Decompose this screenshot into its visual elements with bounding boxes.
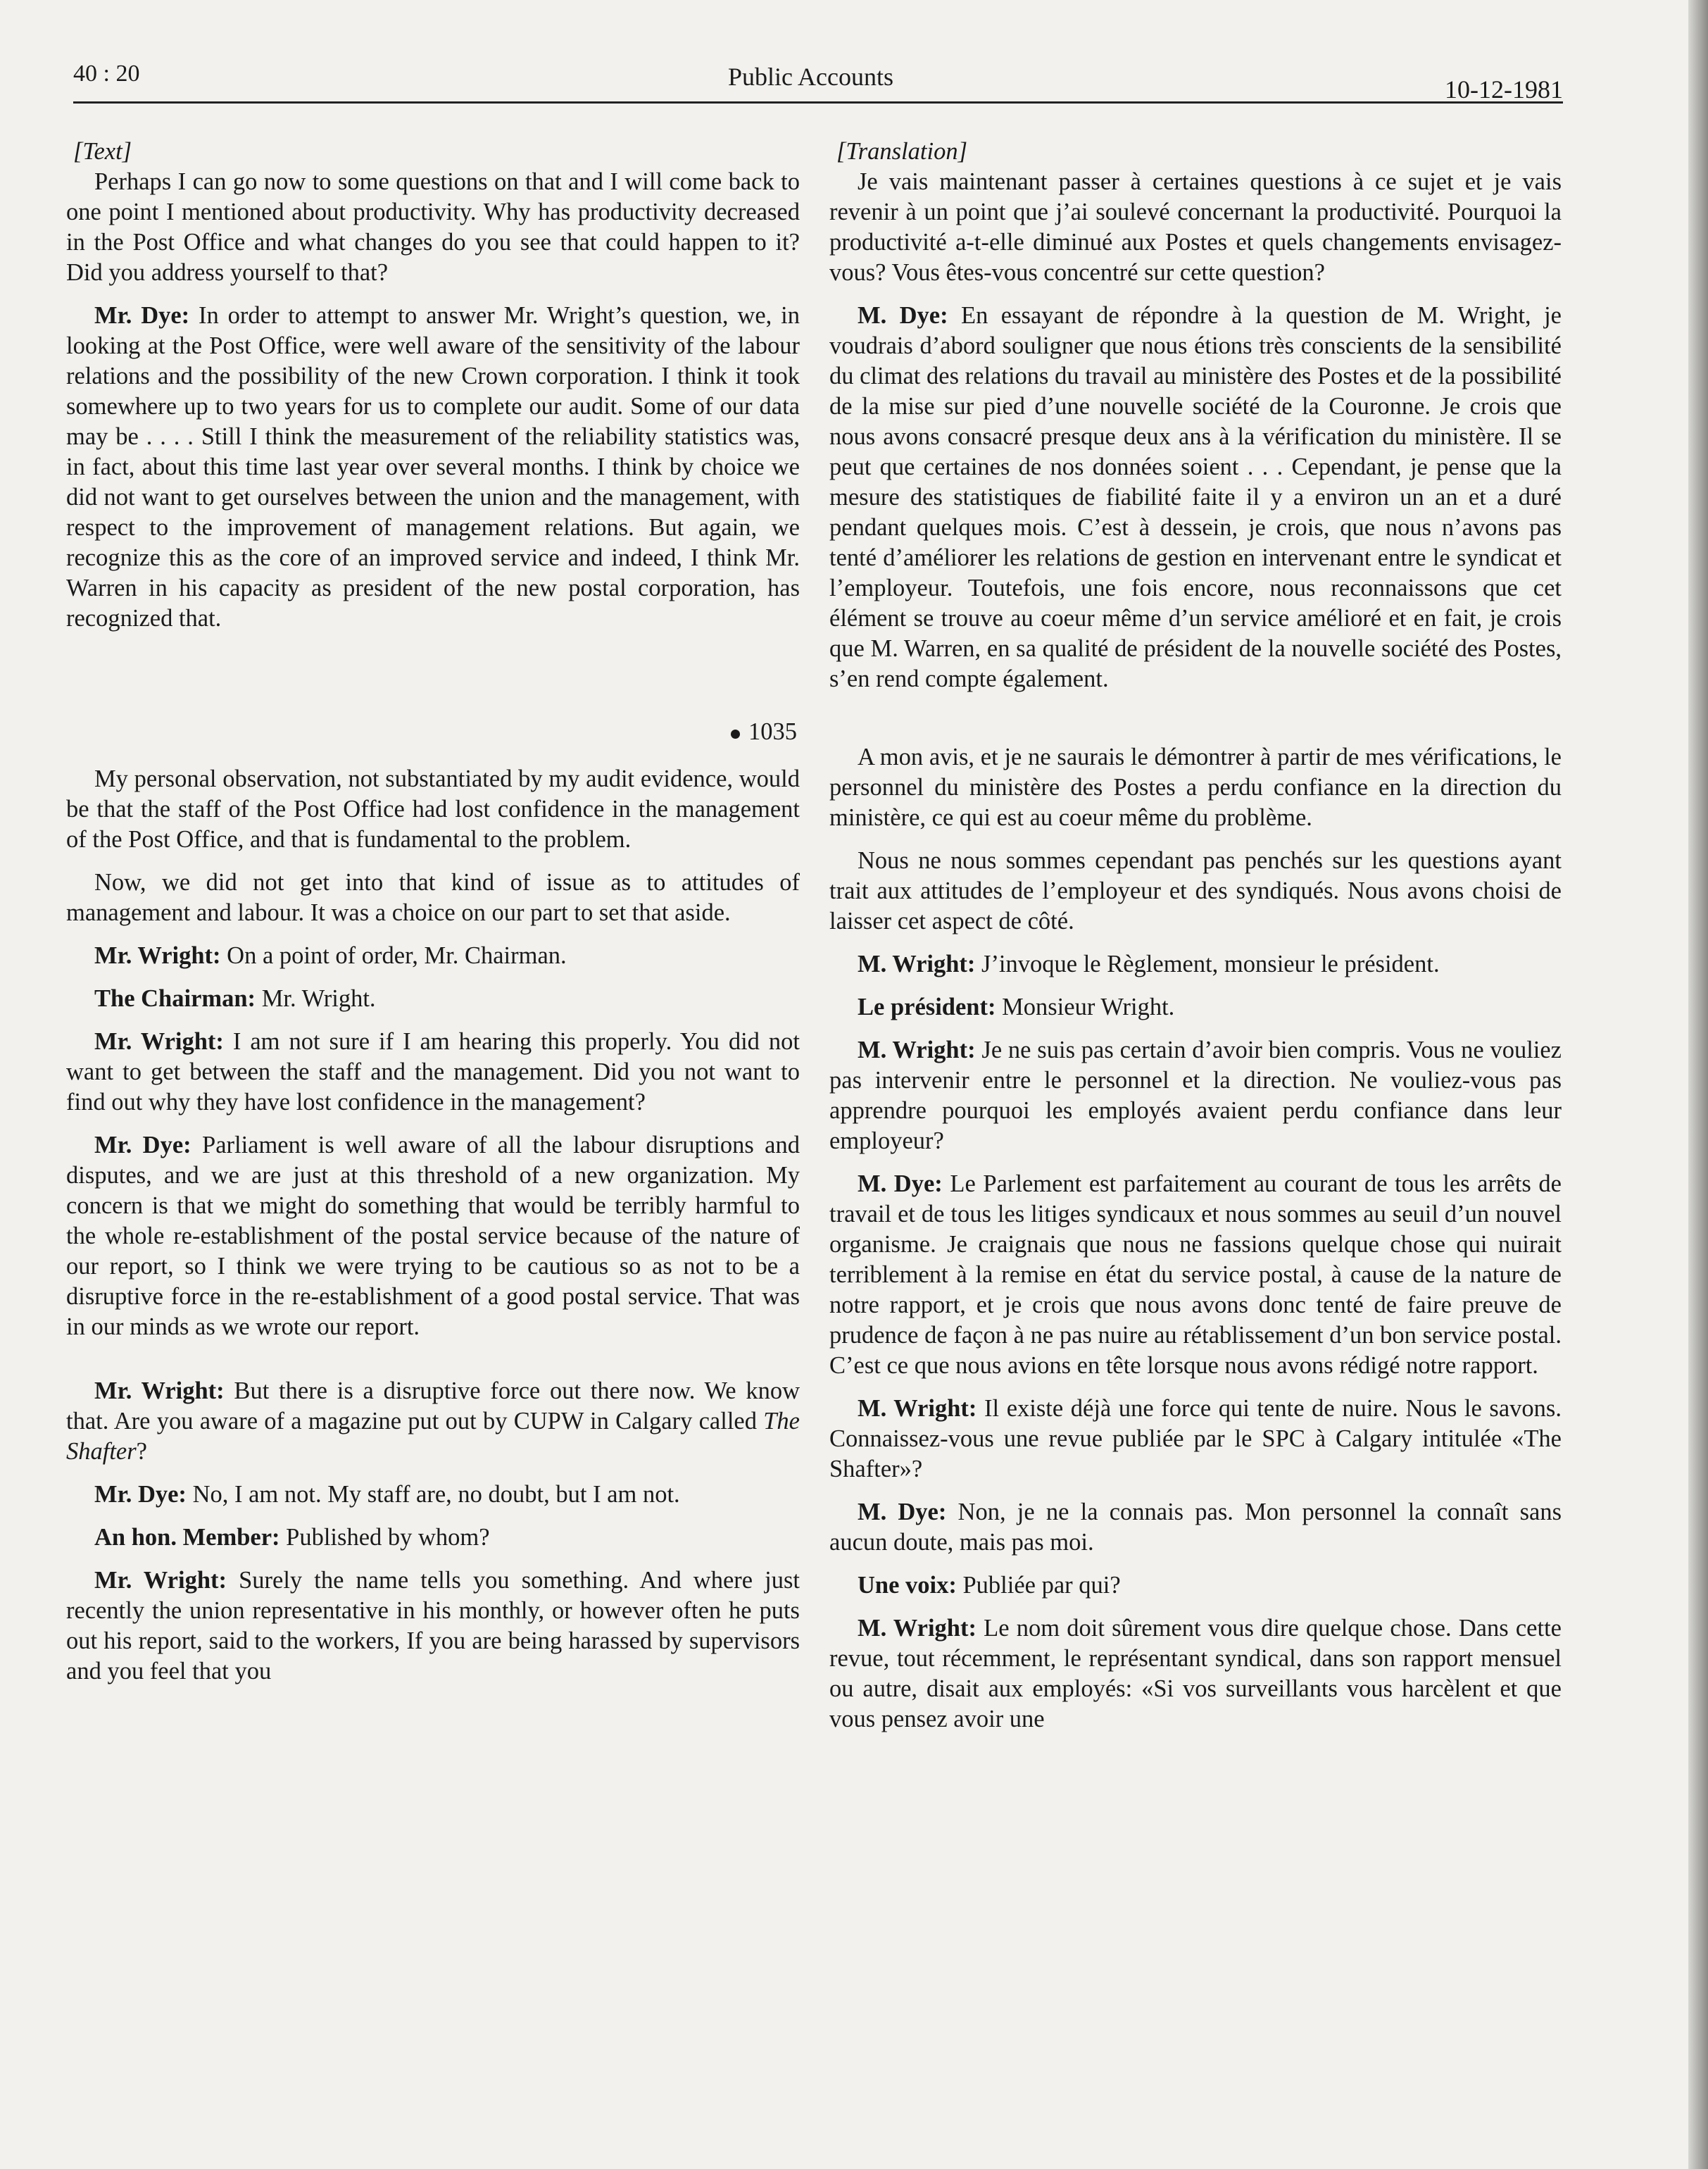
speech-text: Le Parlement est parfaitement au courant de tous les arrêts de travail et de tous les litiges syndicaux et nous sommes au seuil d’un nouvel organisme. Je craignais que nous ne fassions quelque chose qui nuirait terriblement à la remise en état du service postal, à cause de la nature de notre rapport, et je crois que nous avons donc tenté de faire preuve de prudence de façon à ne pas nuire au rétablissement d’un bon service postal. C’est ce que nous avions en tête lorsque nous avons rédigé notre rapport. bbox=[829, 1170, 1562, 1379]
translation-label: [Translation] bbox=[836, 138, 967, 165]
speech-text: In order to attempt to answer Mr. Wright’s question, we, in looking at the Post Office, were well aware of the sensitivity of the labour relations and the possibility of the new Crown corporation. I think it took somewhere up to two years for us to complete our audit. Some of our data may be . . . . Still I think the measurement of the reliability statistics was, in fact, about this time last year over several months. I think by choice we did not want to get ourselves between the union and the management, with respect to the improvement of management relations. But again, we recognize this as the core of an improved service and indeed, I think Mr. Warren in his capacity as president of the new postal corporation, has recognized that. bbox=[66, 302, 800, 632]
speaker-name: M. Dye: bbox=[858, 302, 948, 329]
speech-text: Publiée par qui? bbox=[956, 1572, 1121, 1599]
speaker-name: Mr. Dye: bbox=[94, 302, 190, 329]
page-number: 40 : 20 bbox=[73, 61, 140, 87]
speech-text: I am not sure if I am hearing this properly. You did not want to get between the staff and the management. Did you not want to find out why they have lost confidence in the management? bbox=[66, 1028, 800, 1115]
speaker-name: M. Dye: bbox=[858, 1170, 943, 1197]
paragraph bbox=[829, 1497, 1562, 1558]
spacer bbox=[66, 1355, 800, 1376]
french-column bbox=[829, 137, 1562, 1747]
paragraph: Now, we did not get into that kind of issue as to attitudes of management and labour. It was a choice on our part to set that aside. bbox=[66, 869, 800, 926]
header-rule bbox=[73, 101, 1563, 104]
header-date: 10-12-1981 bbox=[1445, 75, 1563, 104]
paragraph bbox=[66, 1376, 800, 1467]
paragraph bbox=[829, 301, 1562, 694]
page-header bbox=[73, 61, 1563, 110]
paragraph bbox=[66, 984, 800, 1014]
speech-text: Il existe déjà une force qui tente de nuire. Nous le savons. Connaissez-vous une revue publiée par le SPC à Calgary intitulée «The Shafter»? bbox=[829, 1395, 1562, 1482]
speech-text: Non, je ne la connais pas. Mon personnel la connaît sans aucun doute, mais pas moi. bbox=[829, 1499, 1562, 1556]
speaker-name: The Chairman: bbox=[94, 985, 256, 1012]
speaker-name: M. Wright: bbox=[858, 1395, 977, 1422]
paragraph: A mon avis, et je ne saurais le démontrer à partir de mes vérifications, le personnel du ministère des Postes a perdu confiance en la direction du ministère, ce qui est au coeur même du problème. bbox=[829, 744, 1562, 831]
paragraph: Perhaps I can go now to some questions on that and I will come back to one point I mentioned about productivity. Why has productivity decreased in the Post Office and what changes do you see that could happen to it? Did you address yourself to that? bbox=[66, 168, 800, 286]
magazine-title: The Shafter bbox=[66, 1408, 800, 1465]
time-marker bbox=[66, 717, 800, 747]
speech-text: Parliament is well aware of all the labour disruptions and disputes, and we are just at this threshold of a new organization. My concern is that we might do something that would be terribly harmful to the whole re-establishment of the postal service because of the nature of our report, so I think we were trying to be cautious so as not to be a disruptive force in the re-establishment of a good postal service. That was in our minds as we wrote our report. bbox=[66, 1132, 800, 1340]
speaker-name: Le président: bbox=[858, 994, 996, 1020]
speech-text: Surely the name tells you something. And where just recently the union representative in his monthly, or however often he puts out his report, said to the workers, If you are being harassed by supervisors and you feel that you bbox=[66, 1567, 800, 1684]
speech-text: Je ne suis pas certain d’avoir bien compris. Vous ne vouliez pas intervenir entre le personnel et la direction. Ne vouliez-vous pas apprendre pourquoi les employés avaient perdu confiance dans leur employeur? bbox=[829, 1037, 1562, 1154]
paragraph bbox=[829, 1394, 1562, 1484]
speaker-name: Mr. Dye: bbox=[94, 1132, 191, 1158]
english-column bbox=[66, 137, 800, 1699]
speech-text: Monsieur Wright. bbox=[996, 994, 1175, 1020]
spacer bbox=[829, 707, 1562, 742]
paragraph bbox=[829, 992, 1562, 1023]
time-marker-text: 1035 bbox=[748, 718, 797, 745]
paragraph: My personal observation, not substantiated by my audit evidence, would be that the staff of the Post Office had lost confidence in the management of the Post Office, and that is fundamental to the problem. bbox=[66, 765, 800, 853]
paragraph bbox=[66, 941, 800, 971]
committee-title: Public Accounts bbox=[728, 63, 893, 91]
speech-text: ? bbox=[136, 1438, 147, 1465]
paragraph bbox=[829, 1169, 1562, 1381]
page-edge-shadow bbox=[1688, 0, 1708, 2169]
text-label: [Text] bbox=[73, 138, 132, 165]
paragraph bbox=[66, 1130, 800, 1342]
speaker-name: M. Dye: bbox=[858, 1499, 947, 1525]
speech-text: J’invoque le Règlement, monsieur le président. bbox=[975, 951, 1440, 977]
speaker-name: Mr. Wright: bbox=[94, 1377, 225, 1404]
paragraph bbox=[66, 301, 800, 634]
speaker-name: Mr. Wright: bbox=[94, 942, 221, 969]
speech-text: But there is a disruptive force out there now. We know that. Are you aware of a magazine put out by CUPW in Calgary called bbox=[66, 1377, 800, 1434]
paragraph bbox=[66, 1565, 800, 1687]
paragraph bbox=[66, 1027, 800, 1118]
speech-text: En essayant de répondre à la question de M. Wright, je voudrais d’abord souligner que nous étions très conscients de la sensibilité du climat des relations du travail au ministère des Postes et de la possibilité de la mise sur pied d’une nouvelle société de la Couronne. Je crois que nous avons consacré presque deux ans à la vérification du ministère. Il se peut que certaines de nos données soient . . . Cependant, je pense que la mesure des statistiques de fiabilité faite il y a environ un an et a duré pendant quelques mois. C’est à dessein, je crois, que nous n’avons pas tenté d’améliorer les relations de gestion en intervenant entre le syndicat et l’employeur. Toutefois, une fois encore, nous reconnaissons que cet élément se trouve au coeur même d’un service amélioré et en fait, je crois que M. Warren, en sa qualité de président de la nouvelle société des Postes, s’en rend compte également. bbox=[829, 302, 1562, 692]
paragraph bbox=[66, 1523, 800, 1553]
speech-text: On a point of order, Mr. Chairman. bbox=[220, 942, 567, 969]
paragraph: Nous ne nous sommes cependant pas penchés sur les questions ayant trait aux attitudes de l’employeur et des syndiqués. Nous avons choisi de laisser cet aspect de côté. bbox=[829, 847, 1562, 935]
paragraph bbox=[829, 1613, 1562, 1734]
speech-text: Published by whom? bbox=[280, 1524, 490, 1551]
bullet-icon bbox=[731, 730, 740, 739]
paragraph bbox=[829, 1035, 1562, 1156]
speaker-name: M. Wright: bbox=[858, 951, 976, 977]
paragraph: Je vais maintenant passer à certaines questions à ce sujet et je vais revenir à un point que j’ai soulevé concernant la productivité. Pourquoi la productivité a-t-elle diminué aux Postes et quels changements envisagez-vous? Vous êtes-vous concentré sur cette question? bbox=[829, 168, 1562, 286]
paragraph bbox=[66, 1480, 800, 1510]
speaker-name: Mr. Wright: bbox=[94, 1028, 224, 1055]
speaker-name: Mr. Wright: bbox=[94, 1567, 227, 1594]
paragraph bbox=[829, 949, 1562, 980]
speaker-name: Mr. Dye: bbox=[94, 1481, 187, 1508]
speech-text: Mr. Wright. bbox=[256, 985, 376, 1012]
speech-text: Le nom doit sûrement vous dire quelque chose. Dans cette revue, tout récemment, le représentant syndical, dans son rapport mensuel ou autre, disait aux employés: «Si vos surveillants vous harcèlent et que vous pensez avoir une bbox=[829, 1615, 1562, 1732]
speaker-name: M. Wright: bbox=[858, 1615, 977, 1642]
speaker-name: M. Wright: bbox=[858, 1037, 976, 1063]
speaker-name: Une voix: bbox=[858, 1572, 957, 1599]
paragraph bbox=[829, 1570, 1562, 1601]
speaker-name: An hon. Member: bbox=[94, 1524, 280, 1551]
speech-text: No, I am not. My staff are, no doubt, but I am not. bbox=[186, 1481, 680, 1508]
